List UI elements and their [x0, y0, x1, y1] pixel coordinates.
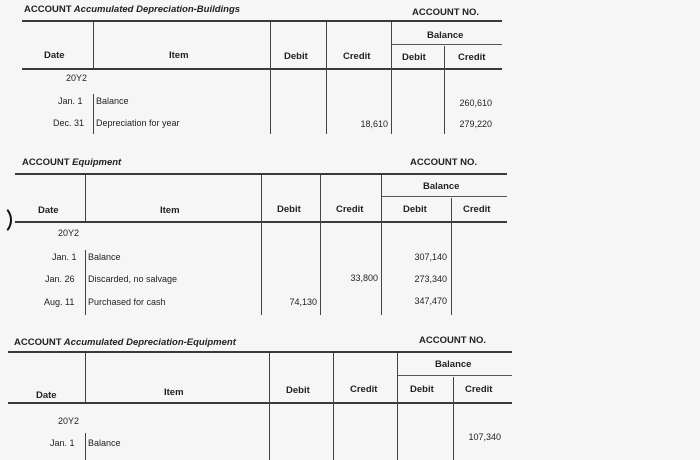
header-bottom-rule	[22, 68, 502, 70]
header-top-rule	[8, 351, 512, 353]
col-divider	[451, 198, 452, 315]
col-divider	[320, 175, 321, 315]
row-date: Aug. 11	[44, 297, 75, 307]
row-item: Discarded, no salvage	[88, 274, 178, 284]
balance-debit-header: Debit	[402, 52, 426, 63]
account-title	[22, 157, 121, 168]
item-header: Item	[164, 387, 184, 398]
row-date: Jan. 1	[52, 252, 77, 262]
row-item: Balance	[88, 252, 121, 262]
balance-credit-header: Credit	[463, 204, 491, 215]
account-title	[24, 4, 240, 15]
row-balance-debit: 307,140	[414, 252, 447, 262]
row-date: Jan. 1	[50, 438, 75, 448]
row-balance-credit: 279,220	[459, 119, 492, 129]
account-name: Accumulated Depreciation-Equipment	[63, 337, 236, 348]
col-divider	[326, 22, 327, 134]
row-item: Balance	[96, 96, 129, 106]
header-bottom-rule	[8, 402, 512, 404]
credit-header: Credit	[336, 204, 364, 215]
item-header: Item	[169, 50, 189, 61]
balance-rule	[398, 375, 512, 376]
col-divider	[270, 22, 271, 134]
account-no-label: ACCOUNT NO.	[419, 335, 487, 346]
header-top-rule	[22, 20, 502, 22]
row-item: Depreciation for year	[96, 118, 180, 128]
col-divider	[269, 353, 270, 460]
account-name: Equipment	[72, 157, 122, 168]
row-item: Balance	[88, 438, 121, 448]
account-no-label: ACCOUNT NO.	[412, 7, 480, 18]
account-label: ACCOUNT	[14, 337, 62, 348]
row-credit: 18,610	[360, 119, 388, 129]
account-name: Accumulated Depreciation-Buildings	[73, 4, 241, 15]
col-divider	[85, 353, 86, 402]
debit-header: Debit	[286, 385, 310, 396]
cursor-bracket-icon	[0, 205, 12, 235]
balance-credit-header: Credit	[458, 52, 486, 63]
row-balance-credit: 260,610	[459, 98, 492, 108]
row-balance-debit: 347,470	[414, 296, 447, 306]
balance-debit-header: Debit	[403, 204, 427, 215]
balance-credit-header: Credit	[465, 384, 493, 395]
col-divider	[85, 433, 86, 460]
row-balance-credit: 107,340	[468, 432, 501, 442]
col-divider	[261, 175, 262, 315]
col-divider	[453, 377, 454, 460]
credit-header: Credit	[343, 51, 371, 62]
debit-header: Debit	[277, 204, 301, 215]
account-no-label: ACCOUNT NO.	[410, 157, 478, 168]
col-divider	[391, 22, 392, 134]
year-label: 20Y2	[58, 416, 80, 426]
row-credit: 33,800	[350, 273, 378, 283]
col-divider	[397, 353, 398, 460]
balance-header: Balance	[427, 30, 464, 41]
row-debit: 74,130	[289, 297, 317, 307]
col-divider	[333, 353, 334, 460]
row-item: Purchased for cash	[88, 297, 166, 307]
col-divider	[381, 175, 382, 315]
item-header: Item	[160, 205, 180, 216]
col-divider	[85, 250, 86, 315]
date-header: Date	[38, 205, 59, 216]
col-divider	[85, 175, 86, 221]
row-date: Jan. 26	[45, 274, 75, 284]
year-label: 20Y2	[66, 73, 88, 83]
col-divider	[93, 94, 94, 134]
account-title	[14, 337, 236, 348]
balance-rule	[382, 196, 507, 197]
debit-header: Debit	[284, 51, 308, 62]
row-date: Jan. 1	[58, 96, 83, 106]
account-label: ACCOUNT	[22, 157, 70, 168]
date-header: Date	[36, 390, 57, 401]
col-divider	[93, 22, 94, 68]
balance-debit-header: Debit	[410, 384, 434, 395]
account-label: ACCOUNT	[24, 4, 72, 15]
balance-header: Balance	[435, 359, 472, 370]
credit-header: Credit	[350, 384, 378, 395]
year-label: 20Y2	[58, 228, 80, 238]
date-header: Date	[44, 50, 65, 61]
balance-rule	[392, 44, 502, 45]
row-date: Dec. 31	[53, 118, 85, 128]
row-balance-debit: 273,340	[414, 274, 447, 284]
balance-header: Balance	[423, 181, 460, 192]
